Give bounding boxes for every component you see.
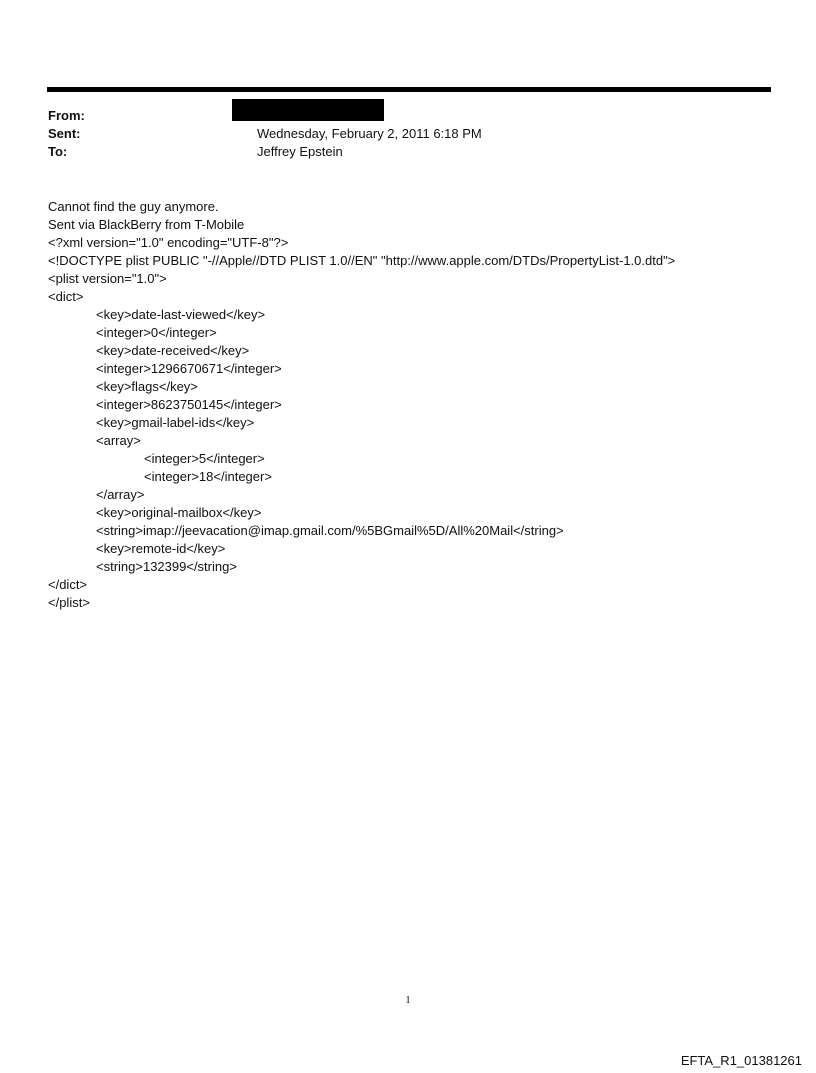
body-line: <?xml version="1.0" encoding="UTF-8"?> bbox=[48, 235, 289, 250]
body-line: <integer>0</integer> bbox=[96, 325, 217, 340]
body-line: <integer>1296670671</integer> bbox=[96, 361, 282, 376]
sent-value: Wednesday, February 2, 2011 6:18 PM bbox=[257, 126, 482, 141]
body-line: Cannot find the guy anymore. bbox=[48, 199, 219, 214]
body-line: Sent via BlackBerry from T-Mobile bbox=[48, 217, 245, 232]
body-line: <!DOCTYPE plist PUBLIC "-//Apple//DTD PLIST 1.0//EN" "http://www.apple.com/DTDs/PropertyList-1.0.dtd"> bbox=[48, 253, 676, 268]
body-line: </plist> bbox=[48, 595, 90, 610]
body-line: <plist version="1.0"> bbox=[48, 271, 167, 286]
to-label: To: bbox=[48, 144, 68, 159]
body-line: <integer>18</integer> bbox=[144, 469, 272, 484]
document-id: EFTA_R1_01381261 bbox=[680, 1053, 802, 1068]
page-number: 1 bbox=[405, 994, 411, 1006]
redaction-box bbox=[232, 99, 384, 121]
body-line: <integer>5</integer> bbox=[144, 451, 265, 466]
body-line: <key>date-received</key> bbox=[96, 343, 250, 358]
body-line: <dict> bbox=[48, 289, 84, 304]
body-line: </dict> bbox=[48, 577, 88, 592]
body-line: <key>gmail-label-ids</key> bbox=[96, 415, 255, 430]
body-line: <key>flags</key> bbox=[96, 379, 198, 394]
body-line: <string>imap://jeevacation@imap.gmail.com/%5BGmail%5D/All%20Mail</string> bbox=[96, 523, 564, 538]
sent-label: Sent: bbox=[48, 126, 81, 141]
body-line: <array> bbox=[96, 433, 141, 448]
body-line: <key>remote-id</key> bbox=[96, 541, 226, 556]
body-line: <string>132399</string> bbox=[96, 559, 237, 574]
body-line: <key>date-last-viewed</key> bbox=[96, 307, 266, 322]
from-label: From: bbox=[48, 108, 85, 123]
email-body bbox=[48, 198, 675, 612]
to-value: Jeffrey Epstein bbox=[257, 144, 343, 159]
body-line: </array> bbox=[96, 487, 145, 502]
body-line: <integer>8623750145</integer> bbox=[96, 397, 282, 412]
body-line: <key>original-mailbox</key> bbox=[96, 505, 262, 520]
header-rule bbox=[47, 87, 771, 92]
